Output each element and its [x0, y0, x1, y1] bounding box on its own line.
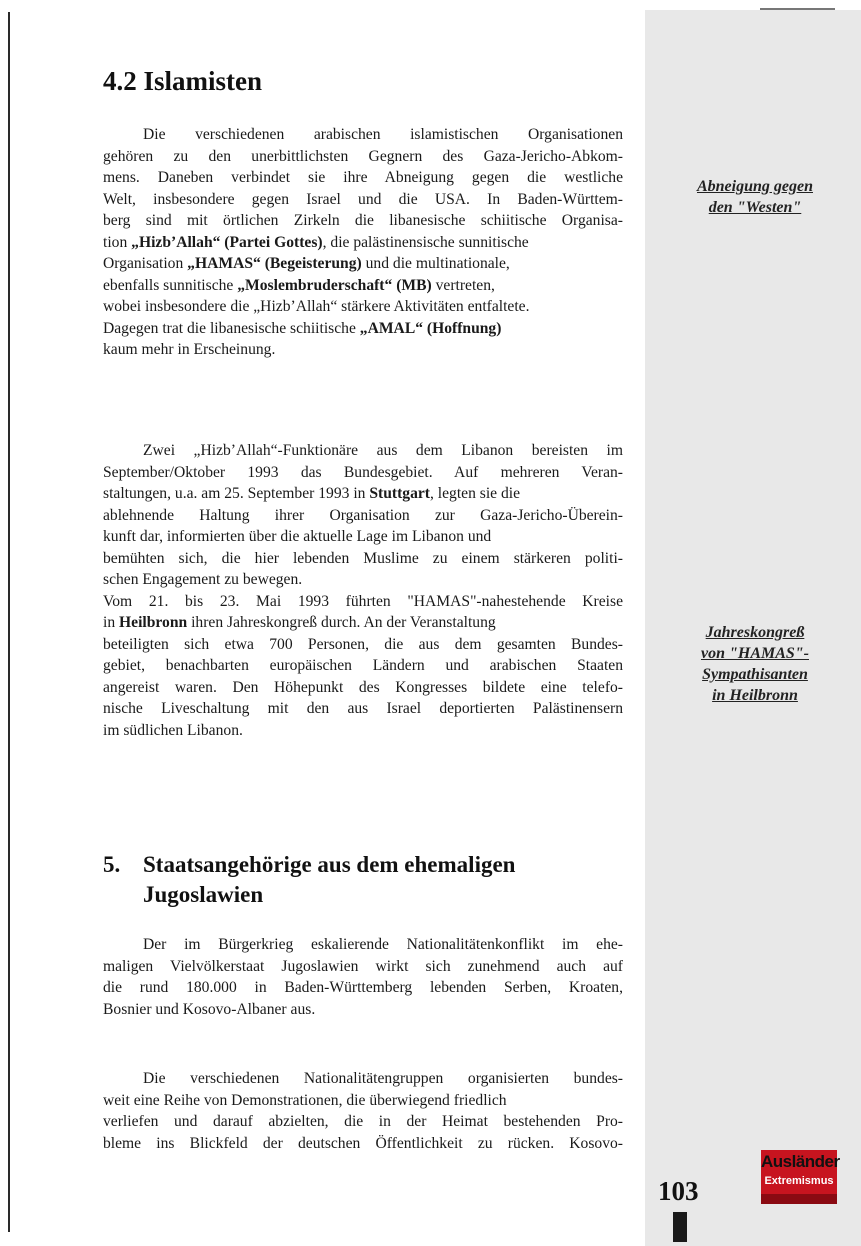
location-stuttgart: Stuttgart: [369, 485, 430, 502]
text-line: gebiet, benachbarten europäischen Ländern und arabischen Staaten: [103, 657, 623, 674]
margin-note-line: Jahreskongreß: [705, 624, 805, 641]
text-line: wobei insbesondere die „Hizb’Allah“ stärkere Aktivitäten entfaltete.: [103, 298, 530, 315]
text-line: berg sind mit örtlichen Zirkeln die libanesische schiitische Organisa-: [103, 212, 623, 229]
text-line: angereist waren. Den Höhepunkt des Kongresses bildete eine telefo-: [103, 678, 623, 696]
margin-note-line: Sympathisanten: [702, 666, 808, 683]
page-marker-bar: [673, 1212, 687, 1242]
text-run: , legten sie die: [429, 485, 521, 502]
margin-note-western-aversion: [650, 176, 860, 218]
text-line: kaum mehr in Erscheinung.: [103, 341, 276, 358]
sidebar-top-line: [760, 8, 835, 10]
text-line: [103, 318, 623, 340]
logo-title: Ausländer: [761, 1152, 840, 1171]
text-run: in: [103, 614, 120, 631]
text-line: weit eine Reihe von Demonstrationen, die überwiegend friedlich: [103, 1091, 507, 1109]
text-run: ihren Jahreskongreß durch. An der Veranstaltung: [187, 614, 496, 631]
text-line: Welt, insbesondere gegen Israel und die USA. In Baden-Württem-: [103, 190, 623, 208]
text-line: gehören zu den unerbittlichsten Gegnern des Gaza-Jericho-Abkom-: [103, 147, 623, 165]
text-line: September/Oktober 1993 das Bundesgebiet. Auf mehreren Veran-: [103, 463, 623, 481]
text-run: , die palästinensische sunnitische: [322, 233, 529, 251]
margin-note-line: von "HAMAS"-: [700, 645, 809, 662]
text-line: Vom 21. bis 23. Mai 1993 führten "HAMAS"-nahestehende Kreise: [103, 592, 623, 610]
text-line: Bosnier und Kosovo-Albaner aus.: [103, 1000, 316, 1018]
paragraph-yugoslavia-conflict: [103, 934, 623, 1020]
text-line: Die verschiedenen arabischen islamistischen Organisationen: [143, 126, 623, 143]
section-heading-4-2: 4.2 Islamisten: [103, 66, 263, 96]
text-line: kunft dar, informierten über die aktuelle Lage im Libanon und: [103, 528, 492, 545]
section-heading-5: [103, 850, 623, 910]
text-line: Der im Bürgerkrieg eskalierende Nationalitätenkonflikt im ehe-: [143, 936, 623, 953]
page-number: 103: [658, 1176, 699, 1206]
paragraph-demonstrations: [103, 1068, 623, 1154]
text-run: Organisation: [103, 255, 188, 272]
page-edge-rule: [8, 12, 10, 1232]
text-line: verliefen und darauf abzielten, die in der Heimat bestehenden Pro-: [103, 1113, 623, 1130]
logo-bottom-strip: [761, 1194, 837, 1204]
organization-hizballah: „Hizb’Allah“ (Partei Gottes): [131, 233, 323, 251]
text-run: und die multinationale,: [361, 255, 510, 272]
text-line: Zwei „Hizb’Allah“-Funktionäre aus dem Libanon bereisten im: [143, 442, 623, 459]
organization-hamas: „HAMAS“ (Begeisterung): [187, 255, 362, 272]
margin-note-line: Abneigung gegen: [696, 178, 813, 195]
text-run: staltungen, u.a. am 25. September 1993 in: [103, 485, 370, 502]
location-heilbronn: Heilbronn: [119, 614, 188, 631]
text-run: Dagegen trat die libanesische schiitische: [103, 319, 360, 337]
heading-line: Jugoslawien: [143, 882, 264, 907]
heading-line: [103, 850, 623, 880]
paragraph-islamisten-intro: [103, 124, 623, 361]
text-line: die rund 180.000 in Baden-Württemberg lebenden Serben, Kroaten,: [103, 979, 623, 996]
paragraph-hizballah-visit: [103, 440, 623, 741]
text-line: schen Engagement zu bewegen.: [103, 571, 303, 588]
text-run: tion: [103, 233, 132, 251]
text-line: maligen Vielvölkerstaat Jugoslawien wirkt sich zunehmend auch auf: [103, 957, 623, 975]
text-line: Die verschiedenen Nationalitätengruppen organisierten bundes-: [143, 1070, 623, 1087]
text-line: im südlichen Libanon.: [103, 721, 243, 739]
text-line: ablehnende Haltung ihrer Organisation zur Gaza-Jericho-Überein-: [103, 506, 623, 524]
text-line: nische Liveschaltung mit den aus Israel deportierten Palästinensern: [103, 700, 623, 717]
text-line: [103, 612, 623, 634]
text-line: [103, 253, 623, 275]
organization-amal: „AMAL“ (Hoffnung): [359, 319, 502, 337]
text-line: mens. Daneben verbindet sie ihre Abneigung gegen die westliche: [103, 169, 623, 186]
text-line: [103, 483, 623, 505]
text-line: bleme ins Blickfeld der deutschen Öffentlichkeit zu rücken. Kosovo-: [103, 1134, 623, 1152]
organization-muslim-brotherhood: „Moslembruderschaft“ (MB): [237, 276, 432, 294]
logo-subtitle: Extremismus: [764, 1175, 834, 1187]
auslaender-extremismus-logo: [761, 1150, 840, 1206]
section-number: 5.: [103, 852, 121, 877]
text-line: bemühten sich, die hier lebenden Muslime zu einem stärkeren politi-: [103, 549, 623, 567]
text-run: vertreten,: [431, 276, 495, 294]
text-line: [103, 275, 623, 297]
heading-text: Staatsangehörige aus dem ehemaligen: [143, 852, 516, 877]
text-line: [103, 232, 623, 254]
margin-note-line: den "Westen": [708, 199, 802, 216]
margin-note-hamas-congress: [650, 622, 860, 706]
margin-note-line: in Heilbronn: [712, 687, 798, 704]
text-line: beteiligten sich etwa 700 Personen, die aus dem gesamten Bundes-: [103, 635, 623, 653]
text-run: ebenfalls sunnitische: [103, 276, 238, 294]
